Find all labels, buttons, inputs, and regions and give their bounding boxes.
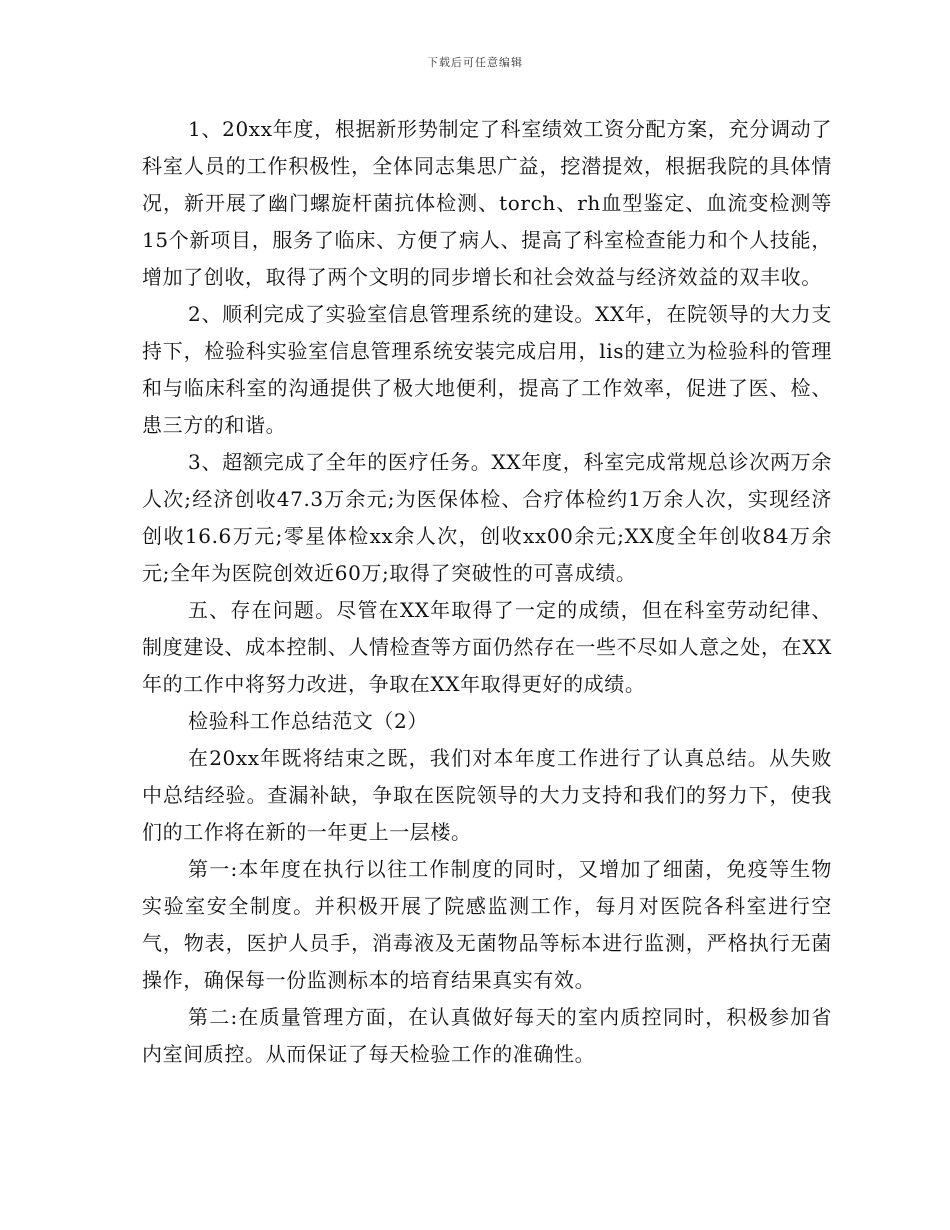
paragraph-3: 3、超额完成了全年的医疗任务。XX年度，科室完成常规总诊次两万余人次;经济创收47.3万余元;为医保体检、合疗体检约1万余人次，实现经济创收16.6万元;零星体检xx余人次，创收xx00余元;XX度全年创收84万余元;全年为医院创效近60万;取得了突破性的可喜成绩。: [142, 450, 832, 585]
paragraph-problems: 五、存在问题。尽管在XX年取得了一定的成绩，但在科室劳动纪律、制度建设、成本控制、人情检查等方面仍然存在一些不尽如人意之处，在XX年的工作中将努力改进，争取在XX年取得更好的成绩。: [142, 598, 832, 696]
document-body: [142, 111, 832, 1073]
paragraph-second: 第二:在质量管理方面，在认真做好每天的室内质控同时，积极参加省内室间质控。从而保证了每天检验工作的准确性。: [142, 1005, 832, 1066]
paragraph-1: 1、20xx年度，根据新形势制定了科室绩效工资分配方案，充分调动了科室人员的工作积极性，全体同志集思广益，挖潜提效，根据我院的具体情况，新开展了幽门螺旋杆菌抗体检测、torch、rh血型鉴定、血流变检测等15个新项目，服务了临床、方便了病人、提高了科室检查能力和个人技能，增加了创收，取得了两个文明的同步增长和社会效益与经济效益的双丰收。: [142, 117, 832, 289]
page-header-note: 下载后可任意编辑: [427, 56, 523, 69]
section-title: 检验科工作总结范文（2）: [188, 709, 428, 733]
paragraph-intro: 在20xx年既将结束之既，我们对本年度工作进行了认真总结。从失败中总结经验。查漏补缺，争取在医院领导的大力支持和我们的努力下，使我们的工作将在新的一年更上一层楼。: [142, 746, 832, 844]
paragraph-first: 第一:本年度在执行以往工作制度的同时，又增加了细菌，免疫等生物实验室安全制度。并积极开展了院感监测工作，每月对医院各科室进行空气，物表，医护人员手，消毒液及无菌物品等标本进行监测，严格执行无菌操作，确保每一份监测标本的培育结果真实有效。: [142, 857, 832, 992]
paragraph-2: 2、顺利完成了实验室信息管理系统的建设。XX年，在院领导的大力支持下，检验科实验室信息管理系统安装完成启用，lis的建立为检验科的管理和与临床科室的沟通提供了极大地便利，提高了工作效率，促进了医、检、患三方的和谐。: [142, 302, 832, 437]
